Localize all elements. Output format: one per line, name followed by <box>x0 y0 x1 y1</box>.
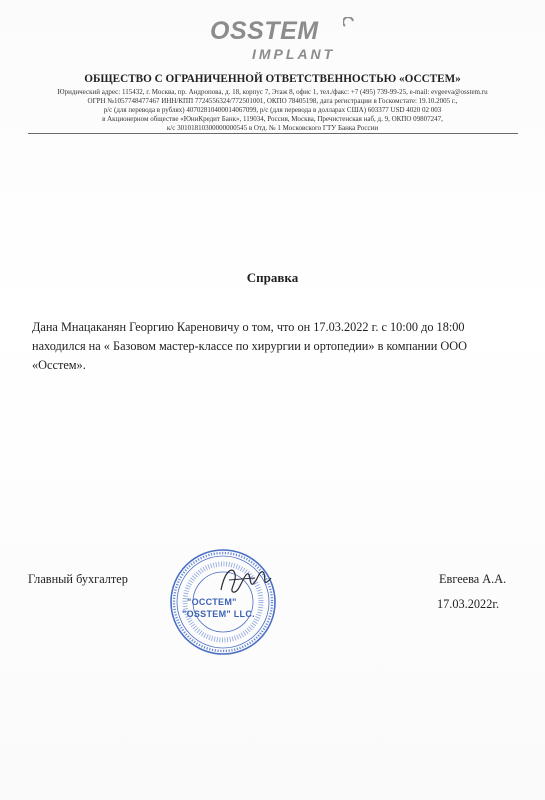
stamp-text: "ОССТЕМ" <box>187 597 237 607</box>
body-line: Дана Мнацаканян Георгию Кареновичу о том, что он 17.03.2022 г. с 10:00 до 18:00 <box>32 320 465 334</box>
logo-swoosh-icon <box>343 17 355 29</box>
company-name: ОБЩЕСТВО С ОГРАНИЧЕННОЙ ОТВЕТСТВЕННОСТЬЮ «ОССТЕМ» <box>84 73 461 85</box>
osstem-logo <box>210 16 360 68</box>
body-line: «Осстем». <box>32 358 86 372</box>
logo-subtitle: IMPLANT <box>252 46 336 62</box>
document-title: Справка <box>246 270 299 285</box>
document-date: 17.03.2022г. <box>437 597 500 611</box>
requisites-line: в Акционерном обществе «ЮниКредит Банк», 119034, Россия, Москва, Пречистенская наб, д. 9, ОКПО 09807247, <box>102 115 443 123</box>
handwritten-signature <box>215 560 275 600</box>
requisites-line: Юридический адрес: 115432, г. Москва, пр. Андропова, д. 18, корпус 7, Этаж 8, офис 1, тел./факс: +7 (495) 739-99-25, e-mail: evgeeva@osstem.ru <box>57 88 488 96</box>
requisites-line: р/с (для перевода в рублях) 40702810400014067099, р/с (для перевода в долларах США) 603377 USD 4020 02 003 <box>103 106 442 114</box>
signer-position: Главный бухгалтер <box>28 572 128 586</box>
body-line: находился на « Базовом мастер-классе по хирургии и ортопедии» в компании ООО <box>32 339 467 353</box>
requisites-line: ОГРН №1057748477467 ИНН/КПП 7724556324/772501001, ОКПО 78405198, дата регистрации в Госкомстате: 19.10.2005 г., <box>87 97 458 105</box>
signer-name: Евгеева А.А. <box>439 572 507 586</box>
header-divider <box>28 133 518 134</box>
requisites-line: к/с 30101810300000000545 в Отд. № 1 Московского ГТУ Банка России <box>166 124 379 132</box>
logo-word: OSSTEM <box>210 17 319 45</box>
stamp-text: "OSSTEM" LLC. <box>182 609 255 619</box>
